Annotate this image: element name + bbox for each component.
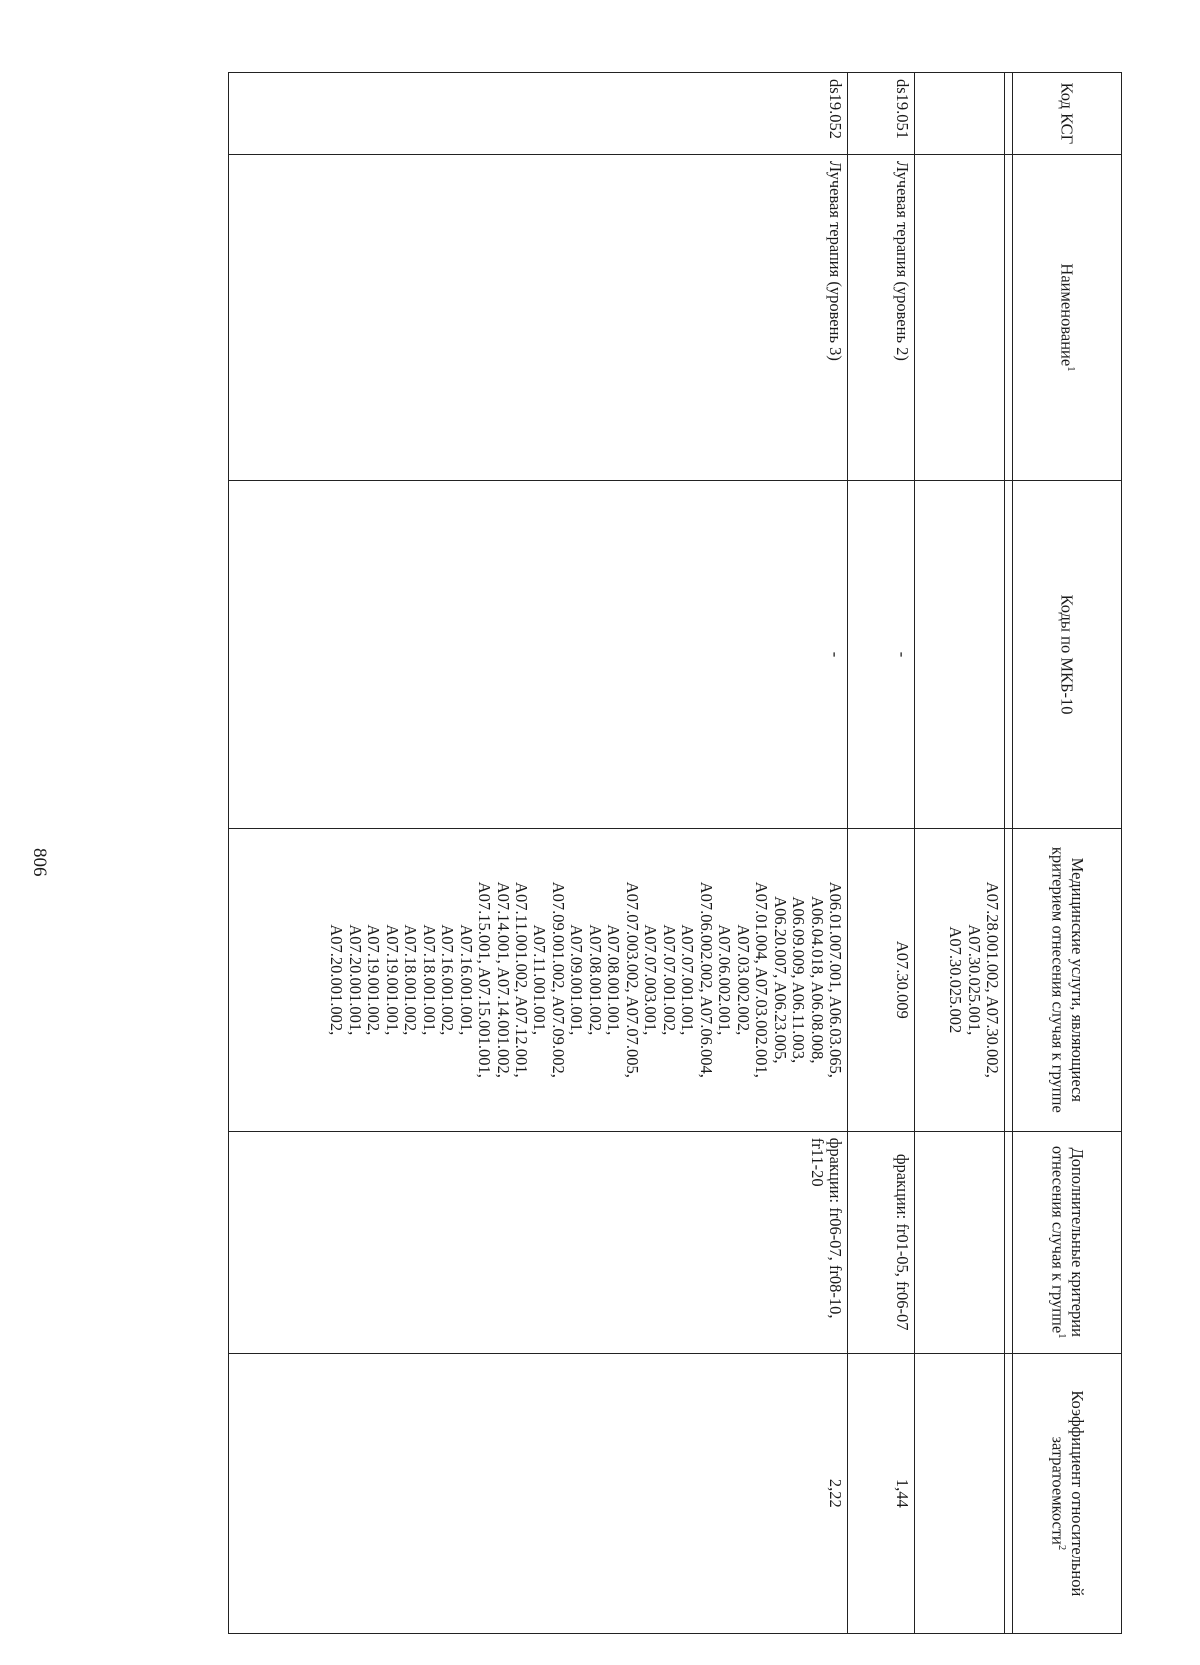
cell-services: A06.01.007.001, A06.03.065, A06.04.018, A06.08.008, A06.09.009, A06.11.003, A06.20.007, A06.23.005, A07.01.004, A07.03.002.001, A07.03.002.002, A07.06.002.001, A07.06.002.002, A07.06.004, A07.07.001.001, A07.07.001.002, A07.07.003.001, A07.07.003.002, A07.07.005, A07.08.001.001, A07.08.001.002, A07.09.001.001, A07.09.001.002, A07.09.002, A07.11.001.001, A07.11.001.002, A07.12.001, A07.14.001, A07.14.001.002, A07.15.001, A07.15.001.001, A07.16.001.001, A07.16.001.002, A07.18.001.001, A07.18.001.002, A07.19.001.001, A07.19.001.002, A07.20.001.001, A07.20.001.002, [229,828,848,1131]
table-row [229,73,848,1634]
header-icd-codes: Коды по МКБ-10 [1013,481,1122,829]
cell-coefficient: 1,44 [848,1353,915,1633]
cell-criteria: фракции: fr01-05, fr06-07 [848,1131,915,1353]
cell-name [915,154,1005,480]
cell-icd [915,481,1005,829]
cell-coefficient: 2,22 [229,1353,848,1633]
table-row [915,73,1005,1634]
cell-criteria: фракции: fr06-07, fr08-10, fr11-20 [229,1131,848,1353]
ksg-table [228,72,1122,1634]
header-medical-services: Медицинские услуги, являющиеся критерием отнесения случая к группе [1013,828,1122,1131]
cell-icd: - [848,481,915,829]
header-ksg-code: Код КСГ [1013,73,1122,155]
table-header-row [1013,73,1122,1634]
cell-criteria [915,1131,1005,1353]
rotated-page-content [125,72,1122,1634]
header-cost-coefficient: Коэффициент относительной затратоемкости$^2$ [1013,1353,1122,1633]
cell-name: Лучевая терапия (уровень 3) [229,154,848,480]
cell-code: ds19.051 [848,73,915,155]
table-spacer-row [1005,73,1013,1634]
cell-services: A07.28.001.002, A07.30.002, A07.30.025.001, A07.30.025.002 [915,828,1005,1131]
cell-services: A07.30.009 [848,828,915,1131]
cell-name: Лучевая терапия (уровень 2) [848,154,915,480]
cell-code [915,73,1005,155]
cell-coefficient [915,1353,1005,1633]
cell-code: ds19.052 [229,73,848,155]
header-additional-criteria: Дополнительные критерии отнесения случая к группе$^1$ [1013,1131,1122,1353]
header-name: Наименование$^1$ [1013,154,1122,480]
cell-icd: - [229,481,848,829]
page-number: 806 [29,848,50,877]
table-row [848,73,915,1634]
